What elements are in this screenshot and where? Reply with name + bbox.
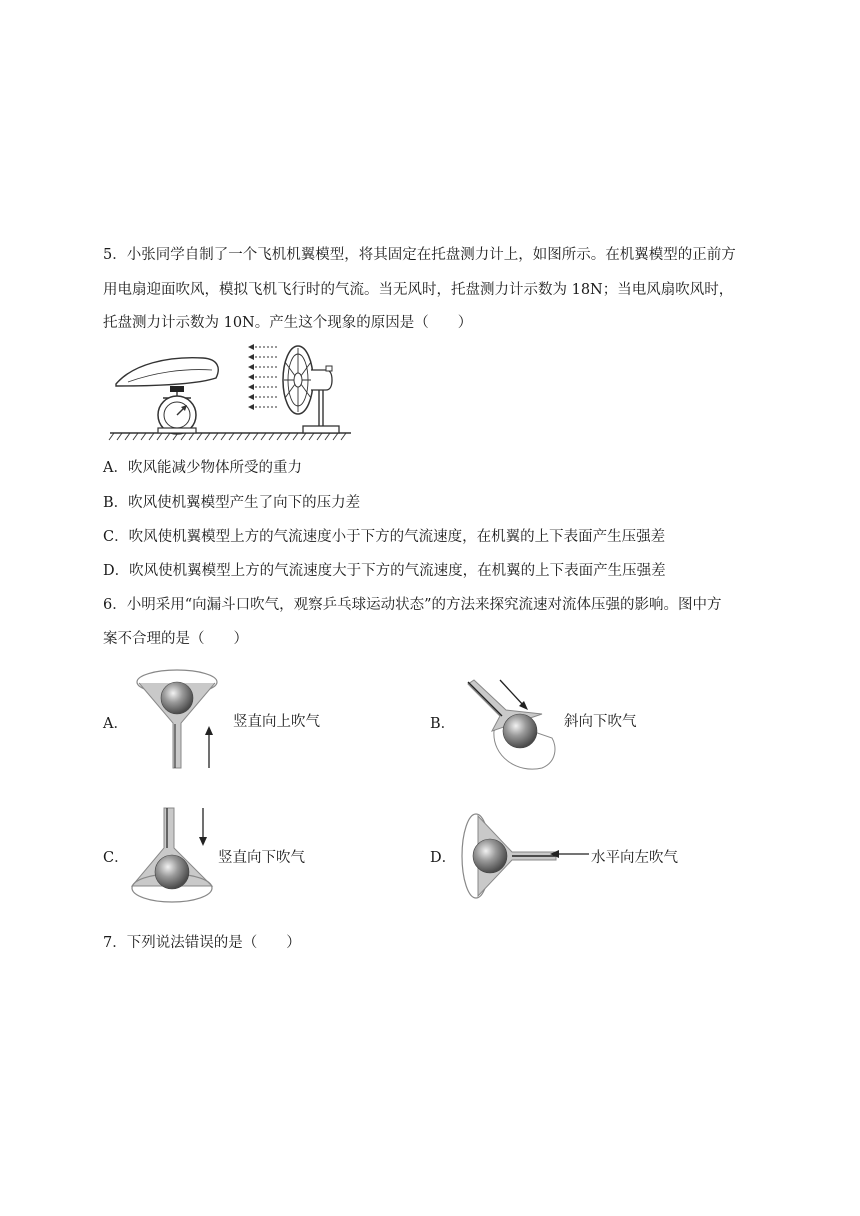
funnel-figure-c xyxy=(126,806,226,910)
funnel-figure-a xyxy=(130,668,230,778)
q6-choice-a-letter: A． xyxy=(103,716,128,732)
q6-choice-d-caption: 水平向左吹气 xyxy=(591,850,678,866)
q6-choice-d-letter: D． xyxy=(430,850,457,866)
q6-text-line-1: 6．小明采用“向漏斗口吹气，观察乒乓球运动状态”的方法来探究流速对流体压强的影响。图中方 xyxy=(103,597,722,613)
wing-fan-figure xyxy=(108,340,353,445)
q6-choice-b-caption: 斜向下吹气 xyxy=(564,714,637,730)
q6-choice-c-letter: C． xyxy=(103,850,129,866)
funnel-figure-b xyxy=(462,676,567,776)
funnel-figure-d xyxy=(456,812,591,902)
q5-option-b: B．吹风使机翼模型产生了向下的压力差 xyxy=(103,495,361,511)
q5-option-d: D．吹风使机翼模型上方的气流速度大于下方的气流速度，在机翼的上下表面产生压强差 xyxy=(103,563,666,579)
q6-text-line-2: 案不合理的是（ ） xyxy=(103,631,248,647)
q5-option-a: A．吹风能减少物体所受的重力 xyxy=(103,460,302,476)
q5-option-c: C．吹风使机翼模型上方的气流速度小于下方的气流速度，在机翼的上下表面产生压强差 xyxy=(103,529,666,545)
q6-choice-c-caption: 竖直向下吹气 xyxy=(218,850,305,866)
q6-choice-b-letter: B． xyxy=(430,716,456,732)
q6-choice-a-caption: 竖直向上吹气 xyxy=(233,714,320,730)
q7-text-line-1: 7．下列说法错误的是（ ） xyxy=(103,935,301,951)
q5-text-line-3: 托盘测力计示数为 10N。产生这个现象的原因是（ ） xyxy=(103,315,473,331)
q5-text-line-1: 5．小张同学自制了一个飞机机翼模型，将其固定在托盘测力计上，如图所示。在机翼模型的正前方 xyxy=(103,247,736,263)
q5-text-line-2: 用电扇迎面吹风，模拟飞机飞行时的气流。当无风时，托盘测力计示数为 18N；当电风扇吹风时， xyxy=(103,282,734,298)
